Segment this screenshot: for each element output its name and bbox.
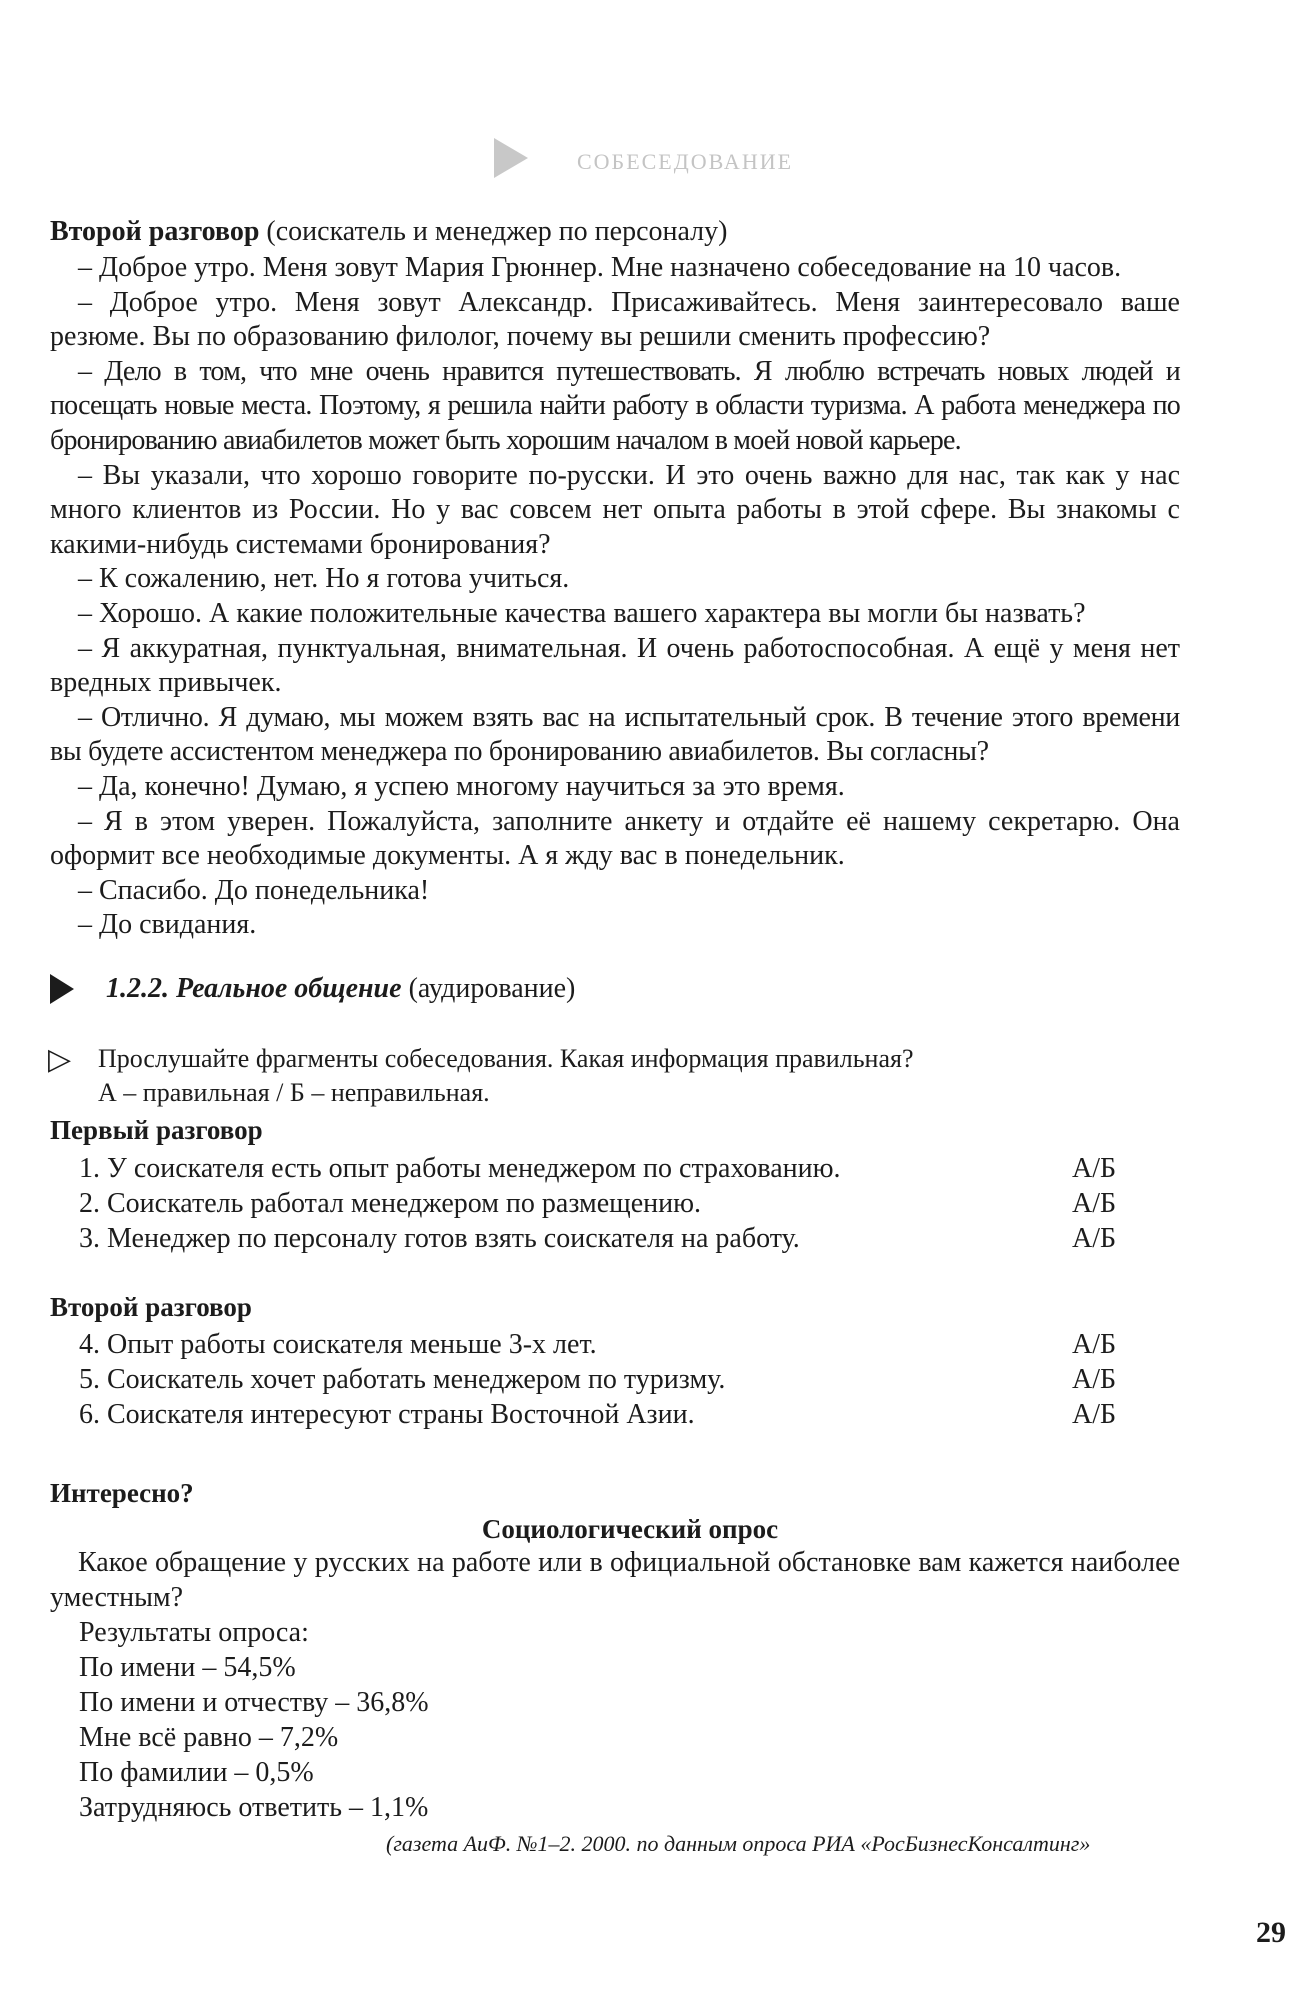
running-title: СОБЕСЕДОВАНИЕ bbox=[577, 149, 794, 174]
question-item: 5. Соискатель хочет работать менеджером по туризму. bbox=[79, 1364, 726, 1395]
listen-task-icon: ▷ bbox=[48, 1043, 72, 1076]
section-title-rest: (аудирование) bbox=[401, 973, 576, 1004]
task-line-1: Прослушайте фрагменты собеседования. Какая информация правильная? bbox=[98, 1044, 914, 1073]
poll-result: Затрудняюсь ответить – 1,1% bbox=[79, 1792, 429, 1823]
dialogue-line: – Спасибо. До понедельника! bbox=[78, 874, 430, 906]
group-title-second: Второй разговор bbox=[50, 1292, 252, 1322]
question-answer: А/Б bbox=[1072, 1329, 1117, 1360]
section-title-bold: 1.2.2. Реальное общение bbox=[106, 973, 402, 1004]
dialogue-line: – Хорошо. А какие положительные качества вашего характера вы могли бы назвать? bbox=[78, 597, 1086, 629]
dialogue-line: – К сожалению, нет. Но я готова учиться. bbox=[78, 563, 570, 595]
question-answer: А/Б bbox=[1072, 1153, 1117, 1184]
question-item: 6. Соискателя интересуют страны Восточной Азии. bbox=[79, 1399, 695, 1430]
poll-source: (газета АиФ. №1–2. 2000. по данным опроса РИА «РосБизнесКонсалтинг» bbox=[386, 1831, 1091, 1856]
question-item: 3. Менеджер по персоналу готов взять соискателя на работу. bbox=[79, 1223, 800, 1254]
dialogue-title bbox=[50, 216, 727, 248]
interesting-label: Интересно? bbox=[50, 1478, 194, 1508]
question-answer: А/Б bbox=[1072, 1188, 1117, 1219]
header-arrow-icon bbox=[494, 138, 528, 178]
dialogue-line: – Да, конечно! Думаю, я успею многому научиться за это время. bbox=[78, 770, 845, 802]
question-answer: А/Б bbox=[1072, 1399, 1117, 1430]
section-arrow-icon bbox=[50, 974, 74, 1004]
poll-result: По имени и отчеству – 36,8% bbox=[79, 1687, 429, 1718]
dialogue-line: – Доброе утро. Меня зовут Мария Грюннер. Мне назначено собеседование на 10 часов. bbox=[78, 252, 1122, 283]
question-item: 2. Соискатель работал менеджером по размещению. bbox=[79, 1188, 702, 1219]
question-answer: А/Б bbox=[1072, 1364, 1117, 1395]
dialogue-line: – Я аккуратная, пунктуальная, внимательная. И очень работоспособная. А ещё у меня нет вредных привычек. bbox=[50, 632, 1180, 699]
question-item: 4. Опыт работы соискателя меньше 3-х лет. bbox=[79, 1329, 597, 1360]
dialogue-text bbox=[50, 251, 1180, 943]
section-title bbox=[106, 973, 575, 1005]
dialogue-line: – До свидания. bbox=[78, 909, 257, 941]
question-item: 1. У соискателя есть опыт работы менеджером по страхованию. bbox=[79, 1153, 841, 1184]
dialogue-line: – Вы указали, что хорошо говорите по-русски. И это очень важно для нас, так как у нас много клиентов из России. Но у вас совсем нет опыта работы в этой сфере. Вы знакомы с какими-нибудь системами бронирования? bbox=[50, 459, 1180, 560]
dialogue-line: – Дело в том, что мне очень нравится путешествовать. Я люблю встречать новых людей и посещать новые места. Поэтому, я решила найти работу в области туризма. А работа менеджера по бронированию авиабилетов может быть хорошим началом в моей новой карьере. bbox=[50, 355, 1180, 456]
poll-question bbox=[50, 1546, 1180, 1615]
page-number: 29 bbox=[1256, 1916, 1286, 1949]
dialogue-line: – Отлично. Я думаю, мы можем взять вас на испытательный срок. В течение этого времени вы будете ассистентом менеджера по бронированию авиабилетов. Вы согласны? bbox=[50, 701, 1180, 768]
question-answer: А/Б bbox=[1072, 1223, 1117, 1254]
poll-result: По фамилии – 0,5% bbox=[79, 1757, 314, 1788]
group-title-first: Первый разговор bbox=[50, 1115, 263, 1145]
dialogue-line: – Я в этом уверен. Пожалуйста, заполните анкету и отдайте её нашему секретарю. Она оформит все необходимые документы. А я жду вас в понедельник. bbox=[50, 805, 1180, 872]
poll-result: По имени – 54,5% bbox=[79, 1652, 296, 1683]
task-instructions bbox=[98, 1042, 914, 1110]
dialogue-title-bold: Второй разговор bbox=[50, 216, 260, 247]
poll-question-text: Какое обращение у русских на работе или в официальной обстановке вам кажется наиболее уместным? bbox=[50, 1547, 1180, 1613]
poll-results-label: Результаты опроса: bbox=[79, 1617, 309, 1648]
poll-title: Социологический опрос bbox=[481, 1514, 779, 1544]
dialogue-title-rest: (соискатель и менеджер по персоналу) bbox=[259, 216, 728, 247]
task-line-2: А – правильная / Б – неправильная. bbox=[98, 1078, 490, 1107]
poll-result: Мне всё равно – 7,2% bbox=[79, 1722, 339, 1753]
dialogue-line: – Доброе утро. Меня зовут Александр. Присаживайтесь. Меня заинтересовало ваше резюме. Вы по образованию филолог, почему вы решили сменить профессию? bbox=[50, 286, 1180, 353]
